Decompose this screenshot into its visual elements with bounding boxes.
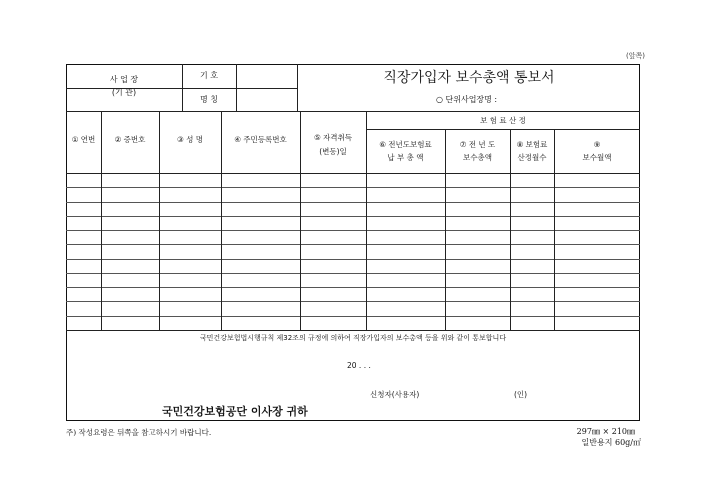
name-field[interactable] [237, 89, 296, 110]
table-cell[interactable] [301, 176, 365, 186]
col-acquisition-date-sub: (변동)일 [319, 147, 347, 156]
table-cell[interactable] [367, 233, 444, 243]
col-months: ⑧ 보험료 [516, 140, 548, 149]
col-resident-number: ④ 주민등록번호 [234, 135, 287, 144]
table-cell[interactable] [67, 276, 100, 286]
table-cell[interactable] [511, 262, 553, 272]
unit-workplace-label: ○ 단위사업장명 : [436, 95, 498, 104]
name-label: 명 칭 [200, 95, 218, 104]
table-cell[interactable] [367, 276, 444, 286]
seal-mark: (인) [514, 390, 528, 399]
table-cell[interactable] [446, 247, 509, 257]
table-cell[interactable] [511, 304, 553, 314]
table-cell[interactable] [555, 319, 639, 329]
table-cell[interactable] [446, 304, 509, 314]
table-cell[interactable] [367, 304, 444, 314]
col-prev-premium: ⑥ 전년도보험료 [379, 140, 432, 149]
table-cell[interactable] [367, 205, 444, 215]
table-cell[interactable] [222, 247, 299, 257]
notice-text: 국민건강보험법시행규칙 제32조의 규정에 의하여 직장가입자의 보수총액 등을 위와 같이 통보합니다 [199, 334, 507, 342]
table-cell[interactable] [102, 319, 158, 329]
table-cell[interactable] [511, 176, 553, 186]
table-cell[interactable] [367, 190, 444, 200]
table-cell[interactable] [160, 190, 220, 200]
recipient-line: 국민건강보험공단 이사장 귀하 [162, 405, 308, 418]
table-cell[interactable] [555, 276, 639, 286]
table-cell[interactable] [67, 205, 100, 215]
table-cell[interactable] [222, 276, 299, 286]
table-cell[interactable] [555, 304, 639, 314]
table-cell[interactable] [367, 247, 444, 257]
table-cell[interactable] [301, 290, 365, 300]
table-cell[interactable] [222, 304, 299, 314]
table-cell[interactable] [367, 176, 444, 186]
table-cell[interactable] [67, 219, 100, 229]
table-cell[interactable] [301, 205, 365, 215]
table-cell[interactable] [555, 233, 639, 243]
table-cell[interactable] [67, 233, 100, 243]
symbol-label: 기 호 [200, 71, 218, 80]
table-cell[interactable] [102, 290, 158, 300]
table-cell[interactable] [222, 219, 299, 229]
table-cell[interactable] [222, 262, 299, 272]
table-cell[interactable] [160, 290, 220, 300]
table-cell[interactable] [301, 219, 365, 229]
table-cell[interactable] [67, 176, 100, 186]
org-label: 사 업 장 [109, 75, 139, 84]
form-title: 직장가입자 보수총액 통보서 [383, 70, 555, 86]
table-cell[interactable] [555, 205, 639, 215]
table-cell[interactable] [446, 190, 509, 200]
table-cell[interactable] [446, 205, 509, 215]
table-cell[interactable] [160, 233, 220, 243]
page-side-label: (앞쪽) [626, 52, 645, 60]
table-cell[interactable] [301, 276, 365, 286]
table-cell[interactable] [446, 233, 509, 243]
col-prev-salary: ⑦ 전 년 도 [459, 140, 496, 149]
org-label-sub: (기 관) [111, 88, 137, 97]
table-cell[interactable] [160, 205, 220, 215]
table-cell[interactable] [222, 290, 299, 300]
table-cell[interactable] [511, 190, 553, 200]
col-monthly-salary: ⑨ [593, 140, 601, 149]
table-cell[interactable] [102, 233, 158, 243]
table-cell[interactable] [102, 247, 158, 257]
table-cell[interactable] [222, 205, 299, 215]
col-monthly-salary-sub: 보수월액 [582, 153, 612, 162]
table-cell[interactable] [446, 276, 509, 286]
table-cell[interactable] [160, 304, 220, 314]
table-cell[interactable] [67, 290, 100, 300]
table-cell[interactable] [222, 319, 299, 329]
table-cell[interactable] [555, 176, 639, 186]
table-cell[interactable] [555, 262, 639, 272]
table-cell[interactable] [446, 176, 509, 186]
table-cell[interactable] [555, 247, 639, 257]
table-cell[interactable] [446, 319, 509, 329]
table-cell[interactable] [511, 205, 553, 215]
table-cell[interactable] [102, 276, 158, 286]
table-cell[interactable] [446, 262, 509, 272]
table-cell[interactable] [102, 262, 158, 272]
table-cell[interactable] [67, 304, 100, 314]
table-cell[interactable] [446, 290, 509, 300]
table-cell[interactable] [67, 262, 100, 272]
table-cell[interactable] [160, 247, 220, 257]
table-cell[interactable] [301, 233, 365, 243]
table-cell[interactable] [160, 276, 220, 286]
table-cell[interactable] [102, 304, 158, 314]
table-cell[interactable] [367, 319, 444, 329]
table-cell[interactable] [102, 176, 158, 186]
table-cell[interactable] [102, 219, 158, 229]
table-cell[interactable] [301, 262, 365, 272]
table-cell[interactable] [102, 190, 158, 200]
table-cell[interactable] [160, 319, 220, 329]
table-cell[interactable] [222, 190, 299, 200]
table-cell[interactable] [555, 190, 639, 200]
table-cell[interactable] [367, 219, 444, 229]
table-cell[interactable] [160, 219, 220, 229]
table-cell[interactable] [511, 276, 553, 286]
table-cell[interactable] [301, 190, 365, 200]
premium-calc-group-header: 보 험 료 산 정 [480, 116, 526, 125]
table-cell[interactable] [511, 247, 553, 257]
table-cell[interactable] [102, 205, 158, 215]
table-cell[interactable] [67, 247, 100, 257]
col-serial: ① 연번 [71, 135, 96, 144]
table-cell[interactable] [160, 176, 220, 186]
paper-size: 297㎜ × 210㎜ [576, 427, 635, 436]
submitter-label: 신청자(사용자) [370, 390, 420, 399]
table-cell[interactable] [222, 176, 299, 186]
table-cell[interactable] [511, 319, 553, 329]
table-cell[interactable] [301, 304, 365, 314]
table-cell[interactable] [511, 219, 553, 229]
table-cell[interactable] [367, 262, 444, 272]
table-cell[interactable] [446, 219, 509, 229]
table-cell[interactable] [367, 290, 444, 300]
table-cell[interactable] [160, 262, 220, 272]
col-acquisition-date: ⑤ 자격취득 [313, 133, 353, 142]
col-name: ③ 성 명 [177, 135, 203, 144]
table-cell[interactable] [301, 319, 365, 329]
table-cell[interactable] [301, 247, 365, 257]
col-months-sub: 산정월수 [517, 153, 547, 162]
table-cell[interactable] [555, 219, 639, 229]
table-cell[interactable] [511, 233, 553, 243]
table-cell[interactable] [222, 233, 299, 243]
table-cell[interactable] [67, 190, 100, 200]
instruction-note: 주) 작성요령은 뒤쪽을 참고하시기 바랍니다. [66, 428, 212, 437]
paper-type: 일반용지 60g/㎡ [581, 438, 641, 447]
symbol-field[interactable] [237, 66, 296, 87]
col-prev-salary-sub: 보수총액 [463, 153, 492, 162]
col-prev-premium-sub: 납 부 총 액 [387, 153, 424, 162]
col-card-number: ② 증번호 [114, 135, 146, 144]
table-cell[interactable] [67, 319, 100, 329]
table-cell[interactable] [511, 290, 553, 300]
table-cell[interactable] [555, 290, 639, 300]
date-line: 20 . . . [347, 361, 371, 370]
